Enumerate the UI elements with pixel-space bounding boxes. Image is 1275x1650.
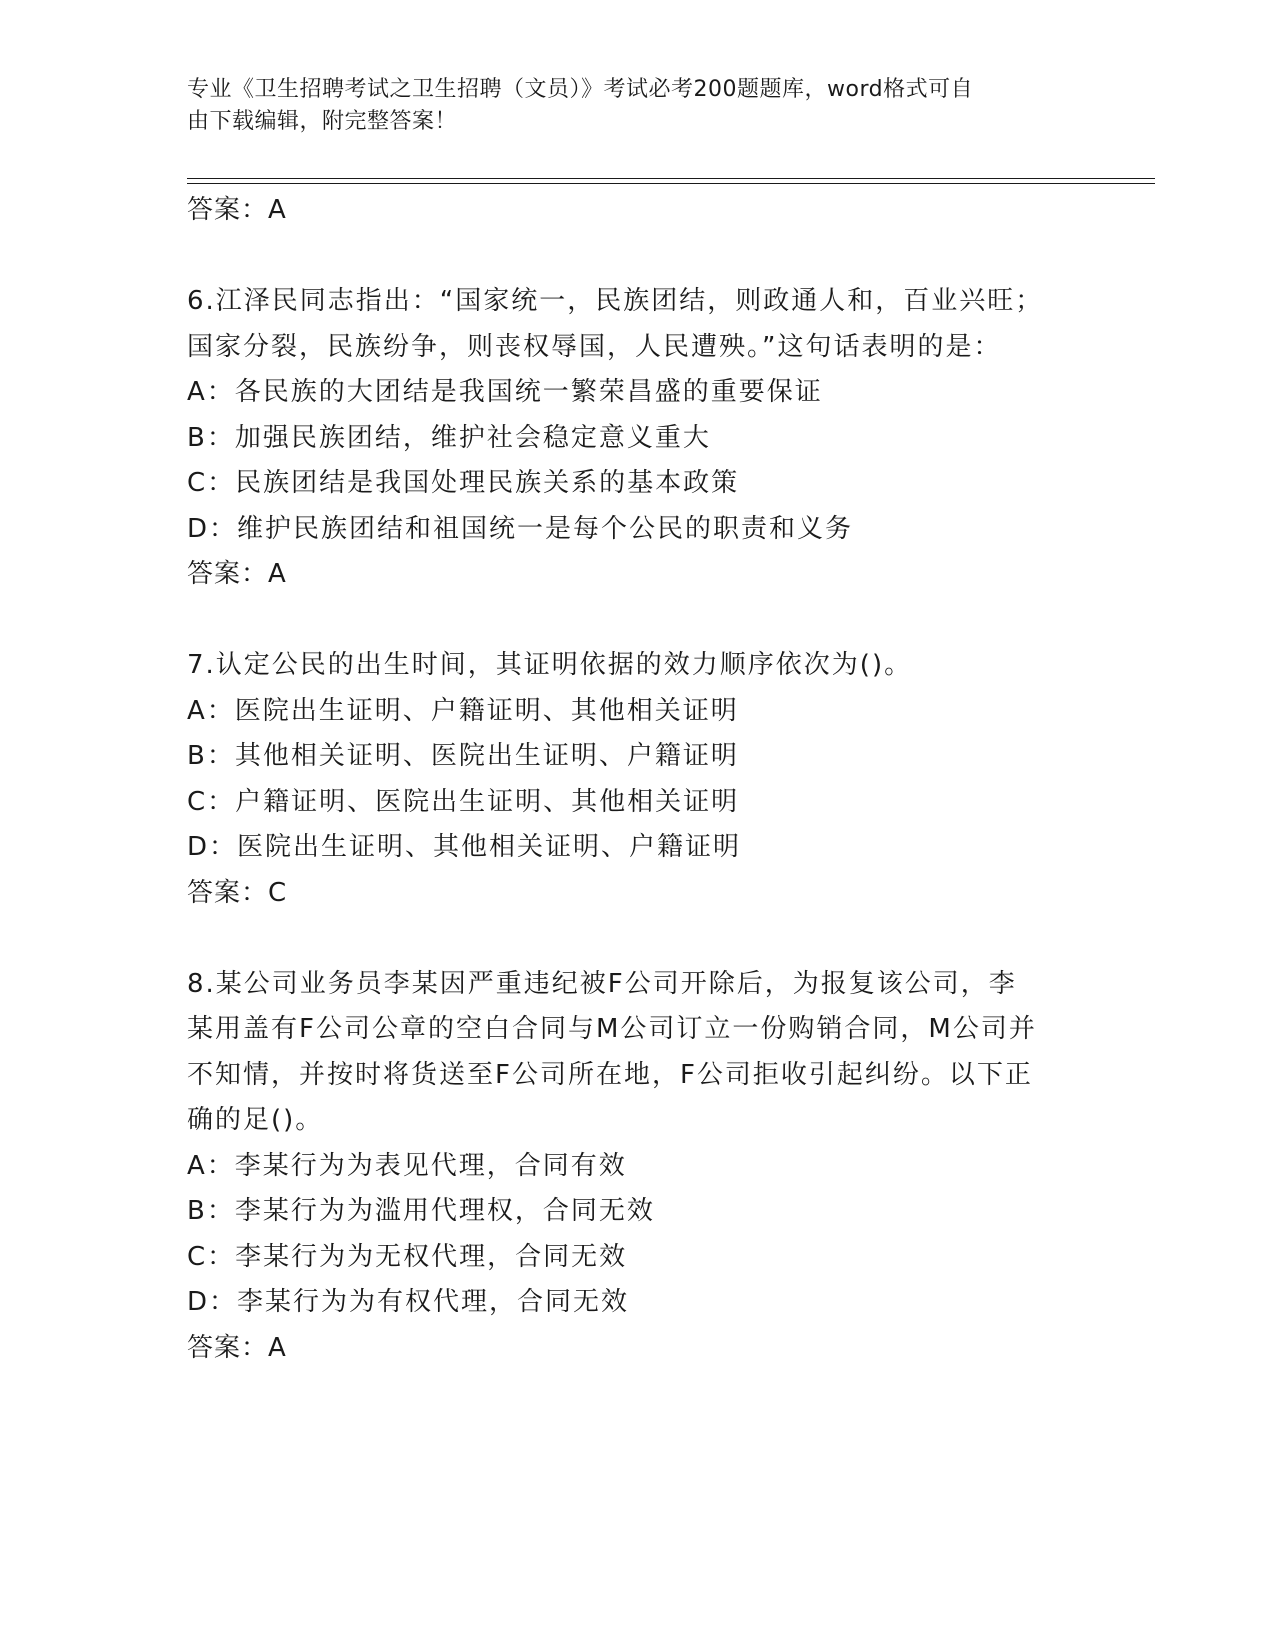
option-c: C：李某行为为无权代理，合同无效 [187,1241,628,1272]
question-stem-line: 7.认定公民的出生时间，其证明依据的效力顺序依次为()。 [187,650,913,680]
question-6 [187,279,1087,598]
spacer [187,916,1087,962]
option-b: B：李某行为为滥用代理权，合同无效 [187,1196,655,1226]
header-rule-top [187,178,1155,179]
spacer [187,598,1087,644]
option-b: B：其他相关证明、医院出生证明、户籍证明 [187,741,739,771]
option-a: A：李某行为为表见代理，合同有效 [187,1150,627,1181]
document-body [187,188,1087,1371]
header-rule-bottom [187,183,1155,184]
answer-line: 答案：A [187,559,287,589]
question-7 [187,643,1087,916]
question-stem-line: 确的足()。 [187,1105,324,1135]
answer-line: 答案：C [187,877,288,908]
option-c: C：户籍证明、医院出生证明、其他相关证明 [187,786,740,817]
option-d: D：医院出生证明、其他相关证明、户籍证明 [187,832,742,862]
question-stem-line: 某用盖有F公司公章的空白合同与M公司订立一份购销合同，M公司并 [187,1014,1037,1044]
document-header [187,74,1087,138]
option-a: A：各民族的大团结是我国统一繁荣昌盛的重要保证 [187,377,823,407]
option-d: D：维护民族团结和祖国统一是每个公民的职责和义务 [187,513,854,544]
header-line-1: 专业《卫生招聘考试之卫生招聘（文员）》考试必考200题题库，word格式可自 [187,77,974,102]
option-d: D：李某行为为有权代理，合同无效 [187,1287,630,1317]
question-stem-line: 不知情，并按时将货送至F公司所在地，F公司拒收引起纠纷。以下正 [187,1059,1033,1090]
answer-line: 答案：A [187,1332,287,1363]
option-b: B：加强民族团结，维护社会稳定意义重大 [187,422,711,453]
option-c: C：民族团结是我国处理民族关系的基本政策 [187,468,740,498]
answer-line: 答案：A [187,195,287,225]
question-stem-line: 6.江泽民同志指出：“国家统一，民族团结，则政通人和，百业兴旺； [187,286,1044,316]
option-a: A：医院出生证明、户籍证明、其他相关证明 [187,695,739,726]
spacer [187,234,1087,280]
question-8 [187,962,1087,1372]
question-stem-line: 8.某公司业务员李某因严重违纪被F公司开除后，为报复该公司，李 [187,968,1017,999]
header-line-2: 由下载编辑，附完整答案！ [187,109,458,134]
question-stem-line: 国家分裂，民族纷争，则丧权辱国，人民遭殃。”这句话表明的是： [187,331,1002,362]
